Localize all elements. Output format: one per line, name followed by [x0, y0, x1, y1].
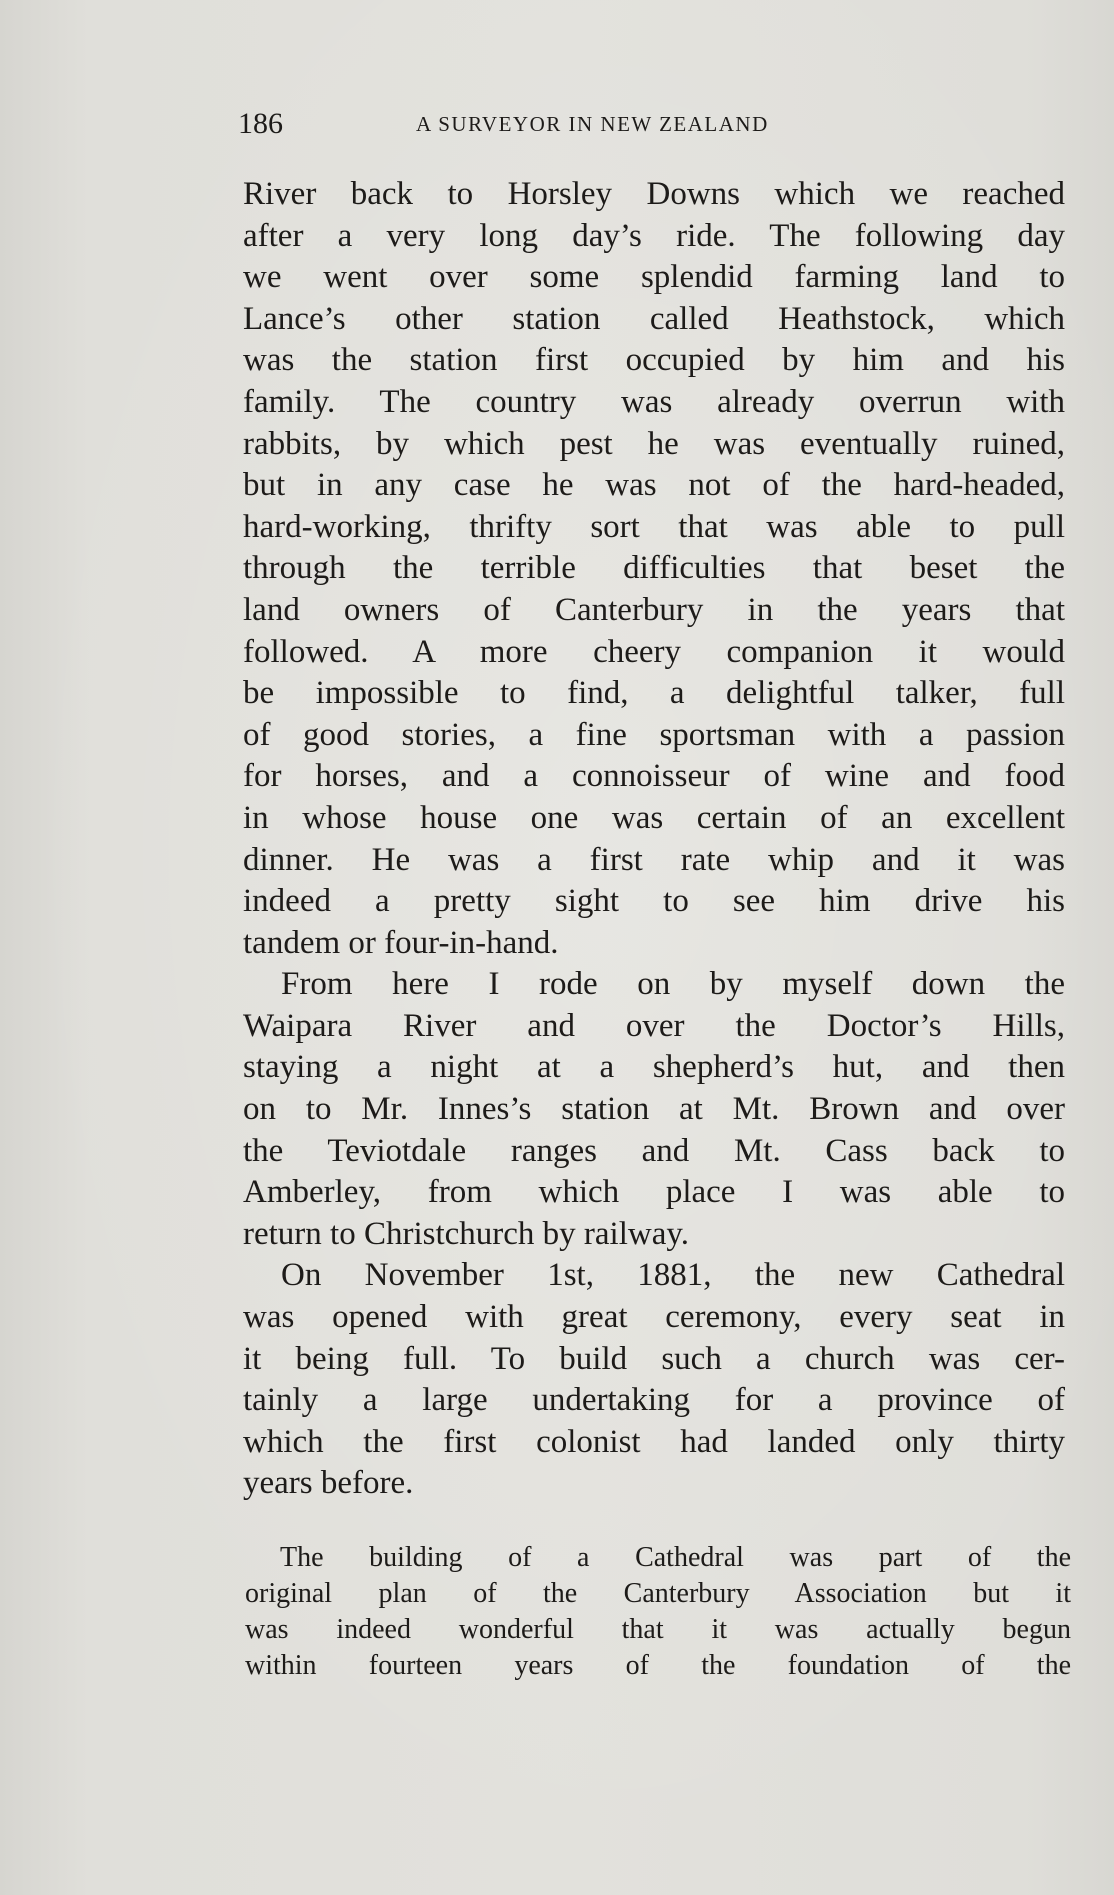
paragraph-3 — [243, 1255, 1065, 1505]
text-line: From here I rode on by myself down the — [281, 966, 1065, 1003]
footnote-line: The building of a Cathedral was part of the — [280, 1542, 1071, 1573]
paragraph-1 — [243, 174, 1065, 964]
text-line: was the station first occupied by him and his — [243, 342, 1065, 379]
text-line: indeed a pretty sight to see him drive his — [243, 883, 1065, 920]
text-line: was opened with great ceremony, every seat in — [243, 1299, 1065, 1336]
text-line: we went over some splendid farming land to — [243, 259, 1065, 296]
text-line: land owners of Canterbury in the years that — [243, 591, 1065, 628]
text-line: return to Christchurch by railway. — [243, 1215, 689, 1252]
text-line: tandem or four-in-hand. — [243, 924, 559, 961]
text-line: River back to Horsley Downs which we reached — [243, 176, 1065, 212]
text-line: dinner. He was a first rate whip and it was — [243, 841, 1065, 878]
footnote-line: was indeed wonderful that it was actually begun — [245, 1614, 1071, 1645]
page-number: 186 — [238, 107, 283, 140]
paragraph-2 — [243, 964, 1065, 1255]
text-line: after a very long day’s ride. The following day — [243, 217, 1065, 254]
text-line: On November 1st, 1881, the new Cathedral — [281, 1257, 1065, 1294]
text-line: tainly a large undertaking for a province of — [243, 1382, 1065, 1419]
text-line: of good stories, a fine sportsman with a passion — [243, 716, 1065, 753]
text-line: family. The country was already overrun with — [243, 383, 1065, 420]
text-line: Lance’s other station called Heathstock, which — [243, 300, 1065, 337]
text-line: on to Mr. Innes’s station at Mt. Brown and over — [243, 1091, 1065, 1128]
body-text — [243, 174, 1065, 1505]
running-title: A SURVEYOR IN NEW ZEALAND — [416, 112, 769, 136]
text-line: Waipara River and over the Doctor’s Hills, — [243, 1007, 1065, 1044]
text-line: which the first colonist had landed only thirty — [243, 1423, 1065, 1460]
text-line: years before. — [243, 1465, 414, 1502]
text-line: it being full. To build such a church was cer- — [243, 1340, 1065, 1377]
footnote-line: original plan of the Canterbury Association but it — [245, 1578, 1071, 1609]
text-line: the Teviotdale ranges and Mt. Cass back to — [243, 1132, 1065, 1169]
text-line: in whose house one was certain of an excellent — [243, 799, 1065, 836]
text-line: staying a night at a shepherd’s hut, and then — [243, 1049, 1065, 1086]
text-line: but in any case he was not of the hard-headed, — [243, 467, 1065, 504]
text-line: through the terrible difficulties that beset the — [243, 550, 1065, 587]
text-line: followed. A more cheery companion it would — [243, 633, 1065, 670]
text-line: Amberley, from which place I was able to — [243, 1174, 1065, 1211]
running-head — [238, 104, 1068, 144]
text-line: hard-working, thrifty sort that was able to pull — [243, 508, 1065, 545]
text-line: rabbits, by which pest he was eventually ruined, — [243, 425, 1065, 462]
footnote — [245, 1540, 1071, 1684]
footnote-line: within fourteen years of the foundation of the — [245, 1650, 1071, 1681]
text-line: for horses, and a connoisseur of wine and food — [243, 758, 1065, 795]
text-line: be impossible to find, a delightful talker, full — [243, 675, 1065, 712]
